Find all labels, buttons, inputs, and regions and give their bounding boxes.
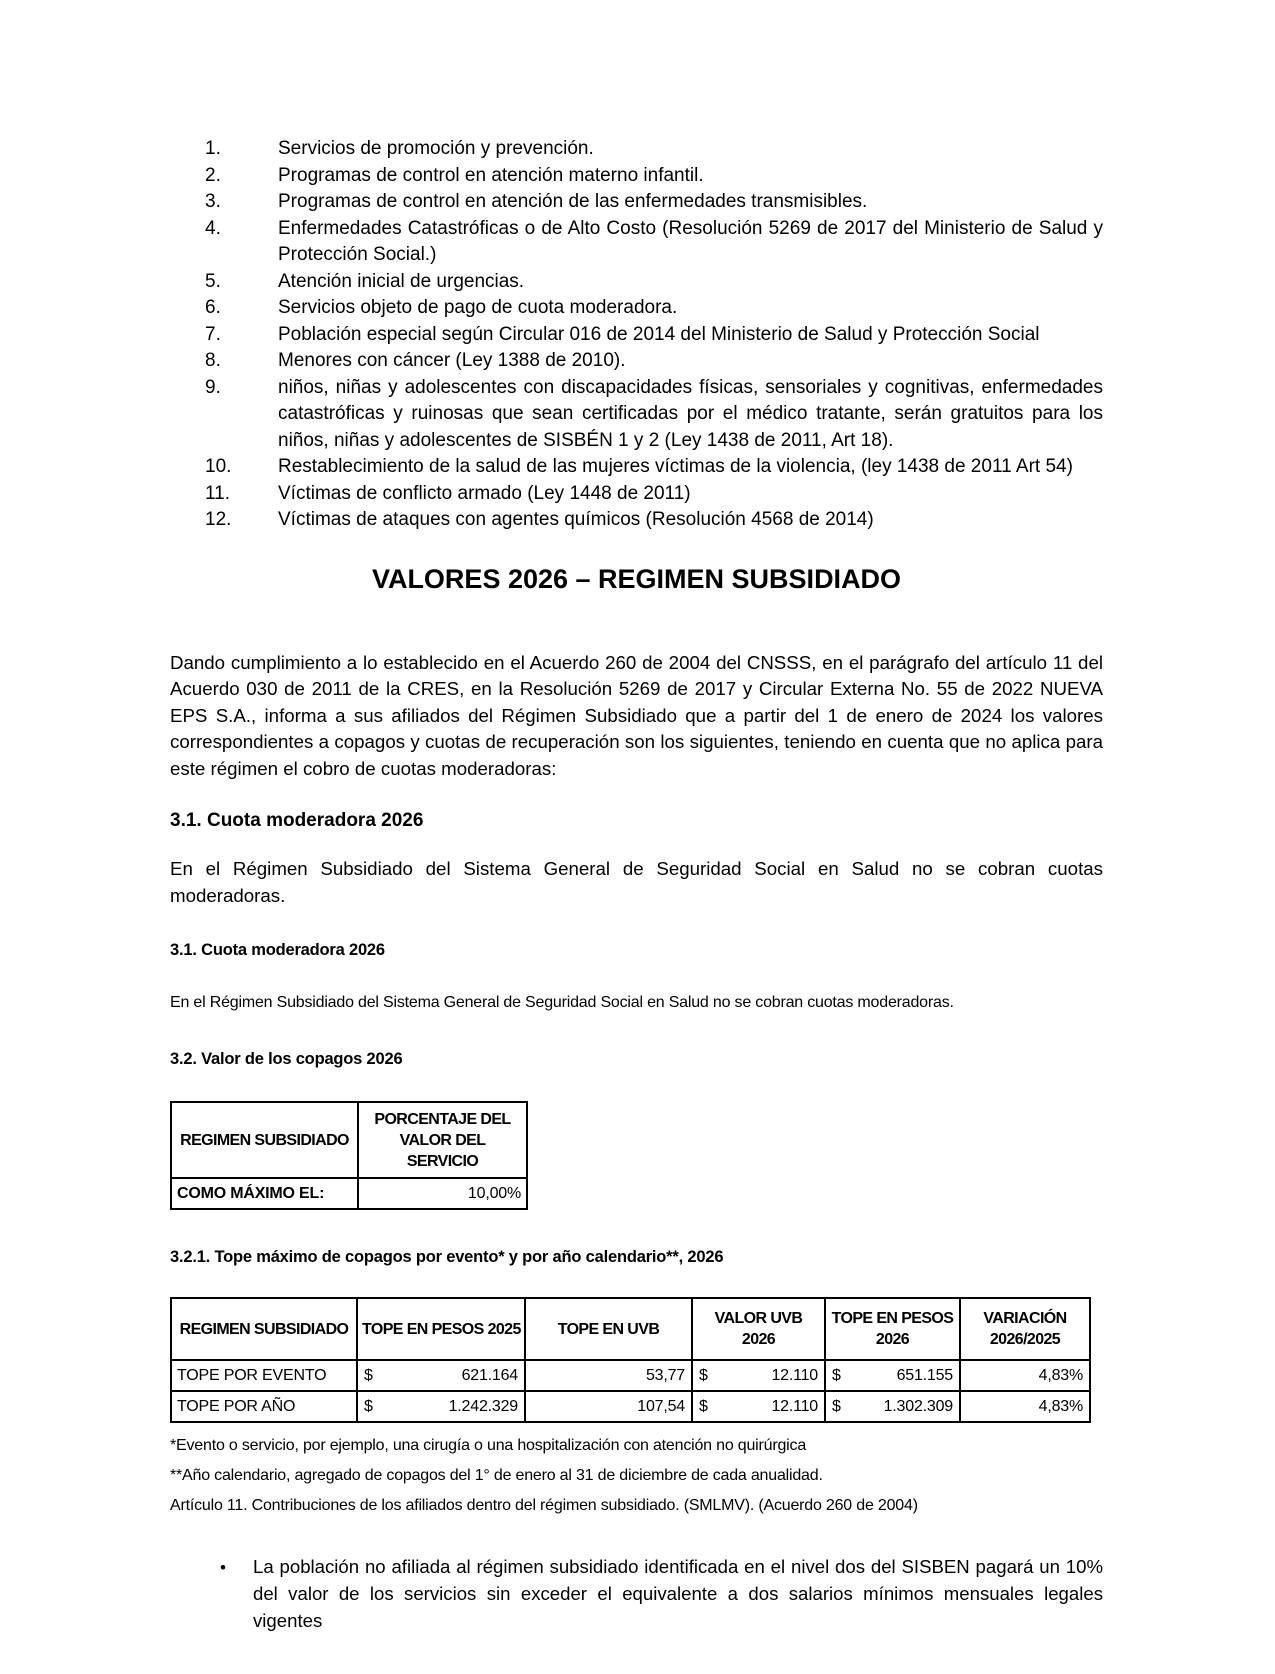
list-item-text: Menores con cáncer (Ley 1388 de 2010).	[278, 350, 626, 371]
list-item-text: Atención inicial de urgencias.	[278, 270, 525, 292]
list-item	[170, 295, 1103, 322]
table-row	[171, 1360, 1090, 1391]
table-header-cell: TOPE EN PESOS 2026	[825, 1298, 960, 1360]
table-cell-label: TOPE POR EVENTO	[171, 1360, 357, 1391]
amount-value: 1.242.329	[448, 1397, 518, 1415]
list-item-number: 6.	[205, 297, 221, 318]
list-item	[170, 375, 1103, 455]
table-header-cell: TOPE EN PESOS 2025	[357, 1298, 525, 1360]
list-item-text: Programas de control en atención de las enfermedades transmisibles.	[278, 191, 868, 212]
list-item-number: 11.	[205, 482, 231, 504]
table-header-cell: VALOR UVB 2026	[692, 1298, 825, 1360]
page-title: VALORES 2026 – REGIMEN SUBSIDIADO	[371, 563, 902, 594]
list-item-text: Víctimas de conflicto armado (Ley 1448 de 2011)	[278, 482, 691, 504]
table-cell-money	[692, 1360, 825, 1391]
list-item	[170, 481, 1103, 508]
table-cell-value: 4,83%	[960, 1391, 1090, 1422]
list-item-number: 5.	[205, 270, 221, 292]
table-cell-money	[357, 1360, 525, 1391]
footnote-ano-calendario: **Año calendario, agregado de copagos del 1° de enero al 31 de diciembre de cada anualidad.	[170, 1467, 823, 1484]
list-item-text: Servicios de promoción y prevención.	[278, 138, 594, 159]
list-item-number: 3.	[205, 191, 221, 212]
list-item	[170, 454, 1103, 481]
currency-symbol: $	[832, 1366, 841, 1384]
list-item	[170, 322, 1103, 349]
bullet-item	[170, 1553, 1103, 1634]
intro-paragraph: Dando cumplimiento a lo establecido en el Acuerdo 260 de 2004 del CNSSS, en el parágrafo del artículo 11 del Acuerdo 030 de 2011 de la CRES, en la Resolución 5269 de 2017 y Circular Externa No. 55 de 2022 NUEVA EPS S.A., informa a sus afiliados del Régimen Subsidiado que a partir del 1 de enero de 2024 los valores correspondientes a copagos y cuotas de recuperación son los siguientes, teniendo en cuenta que no aplica para este régimen el cobro de cuotas moderadoras:	[170, 651, 1103, 779]
amount-value: 1.302.309	[883, 1397, 953, 1415]
list-item	[170, 189, 1103, 216]
list-item-text: Restablecimiento de la salud de las mujeres víctimas de la violencia, (ley 1438 de 2011 Art 54)	[278, 456, 1073, 477]
table-cell-money	[692, 1391, 825, 1422]
list-item-number: 12.	[205, 509, 232, 530]
currency-symbol: $	[699, 1397, 708, 1415]
table-cell-money	[825, 1360, 960, 1391]
currency-symbol: $	[364, 1366, 373, 1384]
list-item-number: 10.	[205, 456, 232, 477]
list-item-text: Servicios objeto de pago de cuota moderadora.	[278, 297, 678, 318]
section-3-2-1-heading: 3.2.1. Tope máximo de copagos por evento* y por año calendario**, 2026	[170, 1248, 724, 1266]
footnotes	[170, 1431, 1103, 1521]
table-row	[171, 1391, 1090, 1422]
list-item	[170, 269, 1103, 296]
bullet-icon: •	[220, 1558, 226, 1577]
table-cell-value: 10,00%	[358, 1178, 527, 1209]
section-3-1-paragraph: En el Régimen Subsidiado del Sistema General de Seguridad Social en Salud no se cobran cuotas moderadoras.	[170, 858, 1103, 906]
footnote-evento: *Evento o servicio, por ejemplo, una cirugía o una hospitalización con atención no quirúrgica	[170, 1437, 807, 1454]
table-header-row	[171, 1102, 527, 1178]
list-item-text: Población especial según Circular 016 de 2014 del Ministerio de Salud y Protección Social	[278, 323, 1040, 345]
table-header-cell: VARIACIÓN 2026/2025	[960, 1298, 1090, 1360]
list-item-text: niños, niñas y adolescentes con discapacidades físicas, sensoriales y cognitivas, enfermedades catastróficas y ruinosas que sean certificadas por el médico tratante, serán gratuitos para los niños, niñas y adolescentes de SISBÉN 1 y 2 (Ley 1438 de 2011, Art 18).	[278, 376, 1103, 451]
section-3-1-paragraph-alt: En el Régimen Subsidiado del Sistema General de Seguridad Social en Salud no se cobran cuotas moderadoras.	[170, 994, 954, 1011]
table-cell-value: 107,54	[525, 1391, 692, 1422]
table-cell-money	[357, 1391, 525, 1422]
amount-value: 651.155	[896, 1366, 953, 1384]
table-header-cell: TOPE EN UVB	[525, 1298, 692, 1360]
section-3-1-heading-alt: 3.1. Cuota moderadora 2026	[170, 941, 385, 959]
table-cell-label: COMO MÁXIMO EL:	[171, 1178, 358, 1209]
list-item-text: Víctimas de ataques con agentes químicos (Resolución 4568 de 2014)	[278, 509, 874, 530]
bullet-text: La población no afiliada al régimen subsidiado identificada en el nivel dos del SISBEN pagará un 10% del valor de los servicios sin exceder el equivalente a dos salarios mínimos mensuales legales vigentes	[253, 1556, 1103, 1631]
covered-services-list	[170, 136, 1103, 534]
section-3-1-heading: 3.1. Cuota moderadora 2026	[170, 810, 424, 831]
list-item-number: 1.	[205, 138, 221, 159]
table-cell-money	[825, 1391, 960, 1422]
currency-symbol: $	[832, 1397, 841, 1415]
list-item-number: 8.	[205, 350, 221, 371]
list-item	[170, 136, 1103, 163]
currency-symbol: $	[364, 1397, 373, 1415]
list-item-text: Programas de control en atención materno infantil.	[278, 164, 704, 186]
list-item	[170, 216, 1103, 269]
list-item-number: 2.	[205, 164, 221, 186]
table-cell-value: 53,77	[525, 1360, 692, 1391]
section-3-2-heading: 3.2. Valor de los copagos 2026	[170, 1050, 403, 1068]
copago-percentage-table	[170, 1101, 528, 1210]
table-header-cell: REGIMEN SUBSIDIADO	[171, 1298, 357, 1360]
table-header-cell: PORCENTAJE DEL VALOR DEL SERVICIO	[358, 1102, 527, 1178]
table-cell-value: 4,83%	[960, 1360, 1090, 1391]
list-item-number: 7.	[205, 323, 221, 345]
amount-value: 12.110	[771, 1366, 818, 1384]
list-item	[170, 348, 1103, 375]
table-row	[171, 1178, 527, 1209]
footnote-articulo-11: Artículo 11. Contribuciones de los afiliados dentro del régimen subsidiado. (SMLMV). (Acuerdo 260 de 2004)	[170, 1497, 918, 1514]
amount-value: 621.164	[461, 1366, 518, 1384]
table-header-cell: REGIMEN SUBSIDIADO	[171, 1102, 358, 1178]
list-item-text: Enfermedades Catastróficas o de Alto Costo (Resolución 5269 de 2017 del Ministerio de Salud y Protección Social.)	[278, 217, 1103, 265]
currency-symbol: $	[699, 1366, 708, 1384]
amount-value: 12.110	[771, 1397, 818, 1415]
list-item	[170, 163, 1103, 190]
table-cell-label: TOPE POR AÑO	[171, 1391, 357, 1422]
table-header-row	[171, 1298, 1090, 1360]
list-item	[170, 507, 1103, 534]
list-item-number: 9.	[205, 376, 221, 398]
list-item-number: 4.	[205, 217, 221, 239]
copago-caps-table	[170, 1297, 1091, 1423]
